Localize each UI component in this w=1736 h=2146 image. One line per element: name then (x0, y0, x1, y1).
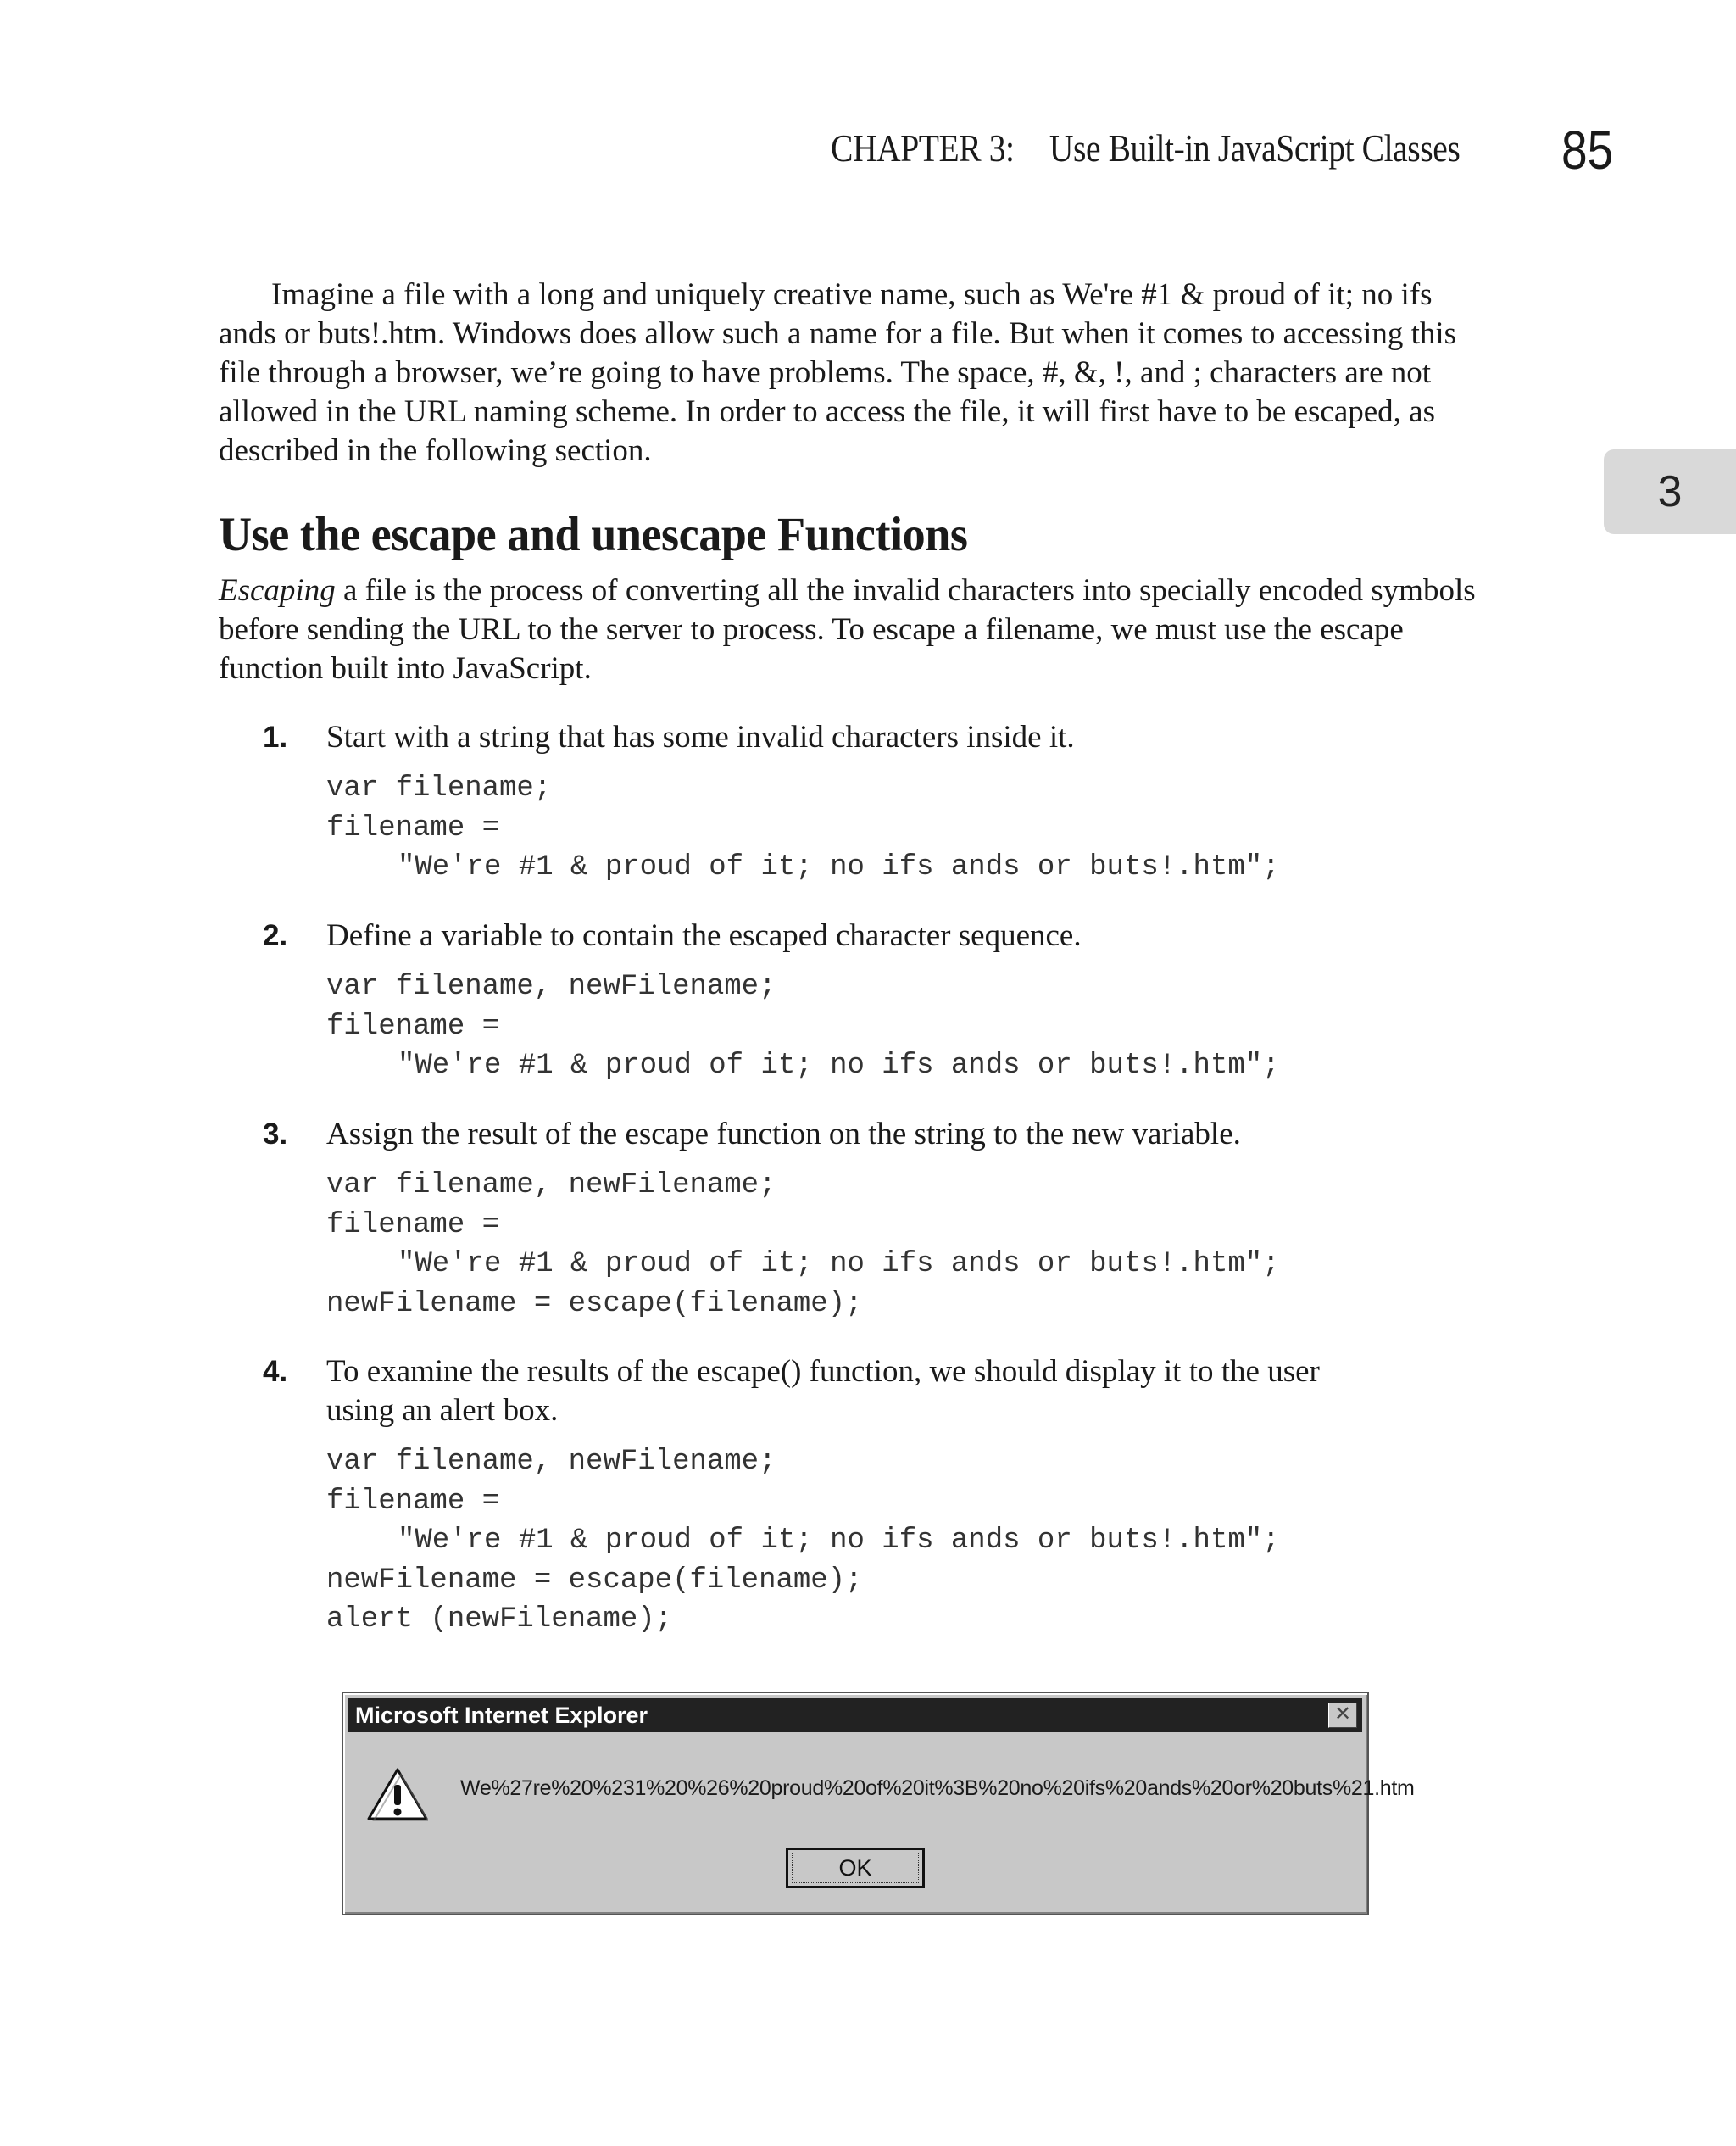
code-line: var filename, newFilename; (326, 1169, 776, 1201)
step-number: 4. (263, 1355, 288, 1388)
code-line: filename = (326, 811, 500, 844)
code-line: var filename, newFilename; (326, 971, 776, 1003)
ok-button[interactable] (786, 1848, 925, 1888)
dialog-title: Microsoft Internet Explorer (355, 1703, 648, 1728)
code-line: alert (newFilename); (326, 1603, 673, 1636)
page-number: 85 (1561, 120, 1613, 181)
code-line: var filename, newFilename; (326, 1446, 776, 1478)
step-text: Define a variable to contain the escaped character sequence. (326, 918, 1082, 953)
step-1 (263, 718, 1449, 888)
code-line: "We're #1 & proud of it; no ifs ands or buts!.htm"; (398, 851, 1280, 883)
code-line: filename = (326, 1208, 500, 1241)
step-text: Start with a string that has some invalid characters inside it. (326, 720, 1075, 755)
code-line: "We're #1 & proud of it; no ifs ands or buts!.htm"; (398, 1248, 1280, 1280)
code-block (326, 967, 1449, 1086)
step-4 (263, 1352, 1449, 1640)
code-line: newFilename = escape(filename); (326, 1287, 863, 1320)
code-block (326, 1442, 1449, 1640)
escaping-paragraph-rest: a file is the process of converting all the invalid characters into specially encoded symbols before sending the URL to the server to process. To escape a filename, we must use the escape function built into JavaScript. (219, 573, 1476, 686)
step-text: Assign the result of the escape function on the string to the new variable. (326, 1117, 1241, 1151)
dialog-message: We%27re%20%231%20%26%20proud%20of%20it%3B%20no%20ifs%20ands%20or%20buts%21.htm (460, 1776, 1415, 1800)
running-header (831, 125, 1460, 170)
chapter-label: CHAPTER 3: (831, 126, 1015, 170)
alert-dialog (342, 1692, 1415, 1915)
chapter-thumb-tab: 3 (1604, 449, 1736, 534)
term-escaping: Escaping (219, 573, 336, 608)
ok-button-label: OK (792, 1853, 918, 1883)
step-2 (263, 917, 1449, 1086)
code-line: var filename; (326, 772, 552, 805)
intro-paragraph: Imagine a file with a long and uniquely creative name, such as We're #1 & proud of it; no ifs ands or buts!.htm. Windows does allow such a name for a file. But when it comes to accessing this file through a browser, we’re going to have problems. The space, #, &, !, and ; characters are not allowed in the URL naming scheme. In order to access the file, it will first have to be escaped, as described in the following section. (219, 277, 1457, 468)
code-line: filename = (326, 1485, 500, 1518)
dialog-titlebar (348, 1698, 1362, 1732)
code-line: "We're #1 & proud of it; no ifs ands or buts!.htm"; (398, 1050, 1280, 1082)
code-line: filename = (326, 1010, 500, 1043)
warning-icon (367, 1766, 428, 1822)
step-3 (263, 1115, 1449, 1324)
step-text: To examine the results of the escape() function, we should display it to the user using an alert box. (326, 1354, 1320, 1428)
code-block (326, 769, 1449, 888)
close-button[interactable] (1328, 1703, 1357, 1728)
code-line: newFilename = escape(filename); (326, 1564, 863, 1597)
chapter-title: Use Built-in JavaScript Classes (1049, 126, 1461, 170)
close-icon: ✕ (1333, 1703, 1352, 1725)
code-block (326, 1166, 1449, 1324)
step-number: 1. (263, 721, 288, 754)
section-heading: Use the escape and unescape Functions (219, 508, 968, 561)
step-number: 2. (263, 919, 288, 952)
step-number: 3. (263, 1118, 288, 1151)
code-line: "We're #1 & proud of it; no ifs ands or buts!.htm"; (398, 1524, 1280, 1557)
escaping-paragraph (219, 571, 1490, 688)
